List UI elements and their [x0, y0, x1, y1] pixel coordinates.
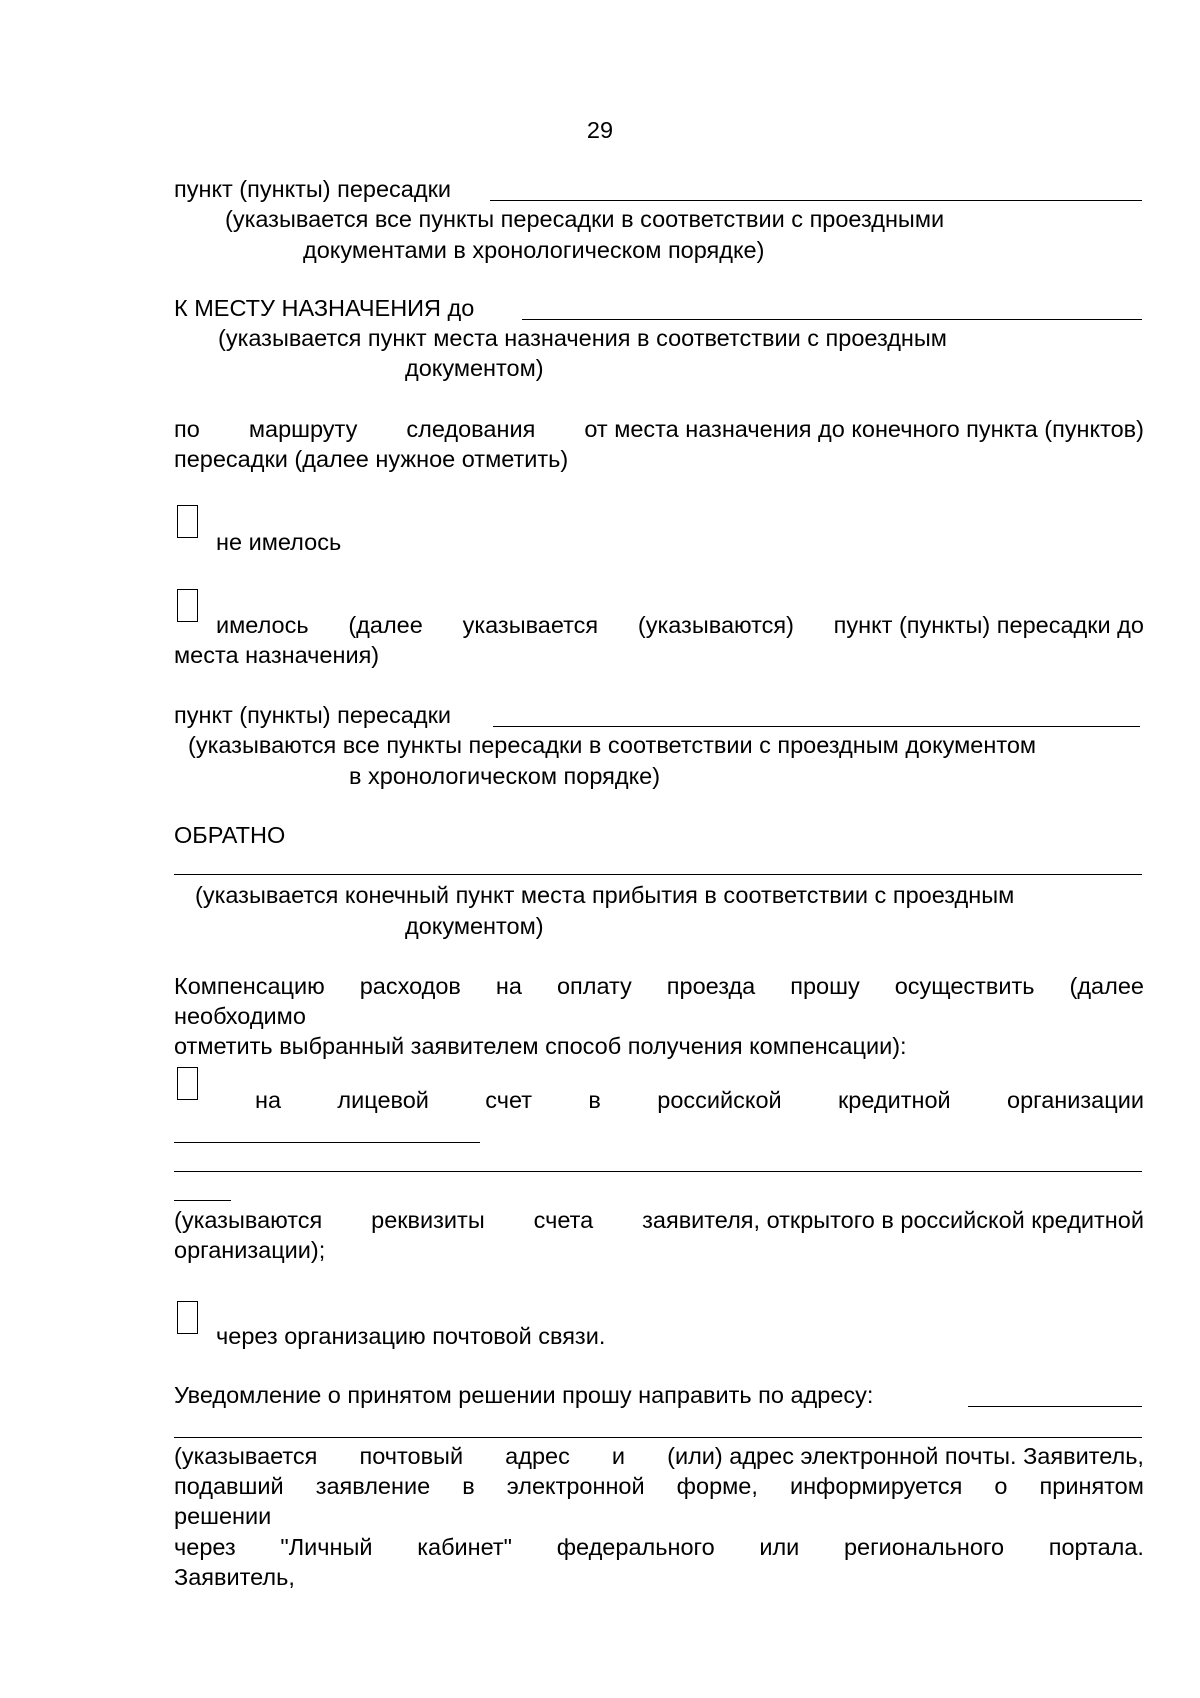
bank-word: счет — [485, 1087, 533, 1113]
bank-note-line2: организации); — [174, 1237, 326, 1263]
bank-details-field-line2[interactable] — [174, 1171, 1142, 1172]
notification-note-line5: Заявитель, — [174, 1564, 295, 1590]
destination-note-line1: (указывается пункт места назначения в соответствии с проездным — [218, 325, 947, 351]
bank-word: в — [588, 1087, 601, 1113]
notification-note-word: портала. — [1048, 1534, 1144, 1560]
bank-account-label — [255, 1085, 1144, 1115]
bank-note-line1 — [174, 1205, 1144, 1235]
transfer-had-word: указывается — [462, 612, 599, 638]
notification-note-word: форме, — [676, 1473, 758, 1499]
notification-note-word: о — [994, 1473, 1008, 1499]
notification-address-field-line2[interactable] — [174, 1437, 1142, 1438]
notification-label: Уведомление о принятом решении прошу направить по адресу: — [174, 1382, 874, 1408]
compensation-word: прошу — [790, 973, 860, 999]
bank-word: организации — [1007, 1087, 1144, 1113]
return-field[interactable] — [174, 874, 1142, 875]
compensation-word: проезда — [666, 973, 756, 999]
return-note-line2: документом) — [405, 913, 544, 939]
notification-note-line4 — [174, 1532, 1144, 1562]
bank-note-word: реквизиты — [371, 1207, 485, 1233]
bank-word: лицевой — [337, 1087, 429, 1113]
notification-note-word: почтовый — [359, 1443, 464, 1469]
notification-note-word: кабинет" — [417, 1534, 513, 1560]
bank-details-field-line3[interactable] — [174, 1200, 231, 1201]
notification-note-word: принятом — [1039, 1473, 1144, 1499]
transfer-had-word: (указываются) — [637, 612, 794, 638]
notification-note-word: через — [174, 1534, 236, 1560]
bank-note-word: счета — [533, 1207, 594, 1233]
bank-word: кредитной — [837, 1087, 951, 1113]
bank-word: российской — [657, 1087, 782, 1113]
notification-note-word: информируется — [789, 1473, 963, 1499]
bank-word: на — [255, 1087, 282, 1113]
notification-note-word: федерального — [556, 1534, 715, 1560]
notification-note-line3: решении — [174, 1503, 272, 1529]
transfer-had-label-line2: места назначения) — [174, 642, 380, 668]
transfer-had-label-line1 — [216, 610, 1144, 640]
compensation-line1 — [174, 971, 1144, 1001]
notification-address-field-line1[interactable] — [968, 1406, 1142, 1407]
transfer-points-note-line2: документами в хронологическом порядке) — [303, 237, 765, 263]
route-word: маршруту — [248, 416, 358, 442]
transfer-points-to-dest-label: пункт (пункты) пересадки — [174, 702, 451, 728]
transfer-points-to-dest-note-line2: в хронологическом порядке) — [349, 763, 661, 789]
transfer-points-to-dest-field[interactable] — [493, 726, 1140, 727]
bank-note-word: заявителя, открытого в российской кредитной — [642, 1207, 1144, 1233]
return-heading: ОБРАТНО — [174, 822, 286, 848]
transfer-had-word: имелось — [216, 612, 309, 638]
notification-note-word: электронной — [506, 1473, 645, 1499]
notification-note-word: и — [611, 1443, 626, 1469]
notification-note-word: адрес — [505, 1443, 570, 1469]
bank-note-word: (указываются — [174, 1207, 323, 1233]
notification-note-word: подавший — [174, 1473, 284, 1499]
notification-note-word: регионального — [843, 1534, 1005, 1560]
compensation-word: Компенсацию — [174, 973, 325, 999]
compensation-line3: отметить выбранный заявителем способ получения компенсации): — [174, 1033, 907, 1059]
notification-note-line2 — [174, 1471, 1144, 1501]
post-office-label: через организацию почтовой связи. — [216, 1323, 606, 1349]
bank-details-field-line1[interactable] — [174, 1142, 480, 1143]
transfer-had-word: пункт (пункты) пересадки до — [833, 612, 1144, 638]
notification-note-word: (указывается — [174, 1443, 318, 1469]
transfer-points-label: пункт (пункты) пересадки — [174, 176, 451, 202]
transfer-none-checkbox[interactable] — [177, 505, 198, 538]
destination-label: К МЕСТУ НАЗНАЧЕНИЯ до — [174, 295, 475, 321]
compensation-line2: необходимо — [174, 1003, 306, 1029]
page-number: 29 — [586, 117, 614, 143]
transfer-points-field[interactable] — [490, 200, 1142, 201]
compensation-word: на — [495, 973, 522, 999]
notification-note-word: (или) адрес электронной почты. Заявитель, — [667, 1443, 1144, 1469]
notification-note-word: или — [759, 1534, 800, 1560]
route-word: по — [174, 416, 200, 442]
post-office-checkbox[interactable] — [177, 1301, 198, 1334]
transfer-had-checkbox[interactable] — [177, 589, 198, 622]
notification-note-line1 — [174, 1441, 1144, 1471]
compensation-word: оплату — [556, 973, 632, 999]
transfer-points-note-line1: (указывается все пункты пересадки в соответствии с проездными — [225, 206, 945, 232]
transfer-points-to-dest-note-line1: (указываются все пункты пересадки в соответствии с проездным документом — [188, 732, 1037, 758]
notification-note-word: в — [462, 1473, 475, 1499]
destination-field[interactable] — [522, 319, 1142, 320]
return-note-line1: (указывается конечный пункт места прибытия в соответствии с проездным — [195, 882, 1015, 908]
compensation-word: (далее — [1069, 973, 1144, 999]
route-word: следования — [406, 416, 536, 442]
transfer-had-word: (далее — [348, 612, 423, 638]
destination-note-line2: документом) — [405, 355, 544, 381]
compensation-word: осуществить — [894, 973, 1035, 999]
compensation-word: расходов — [359, 973, 461, 999]
notification-note-word: "Личный — [280, 1534, 373, 1560]
route-word: от места назначения до конечного пункта (пунктов) — [584, 416, 1144, 442]
route-line1 — [174, 414, 1144, 444]
notification-note-word: заявление — [315, 1473, 431, 1499]
route-line2: пересадки (далее нужное отметить) — [174, 446, 569, 472]
bank-account-checkbox[interactable] — [177, 1067, 198, 1100]
transfer-none-label: не имелось — [216, 529, 342, 555]
